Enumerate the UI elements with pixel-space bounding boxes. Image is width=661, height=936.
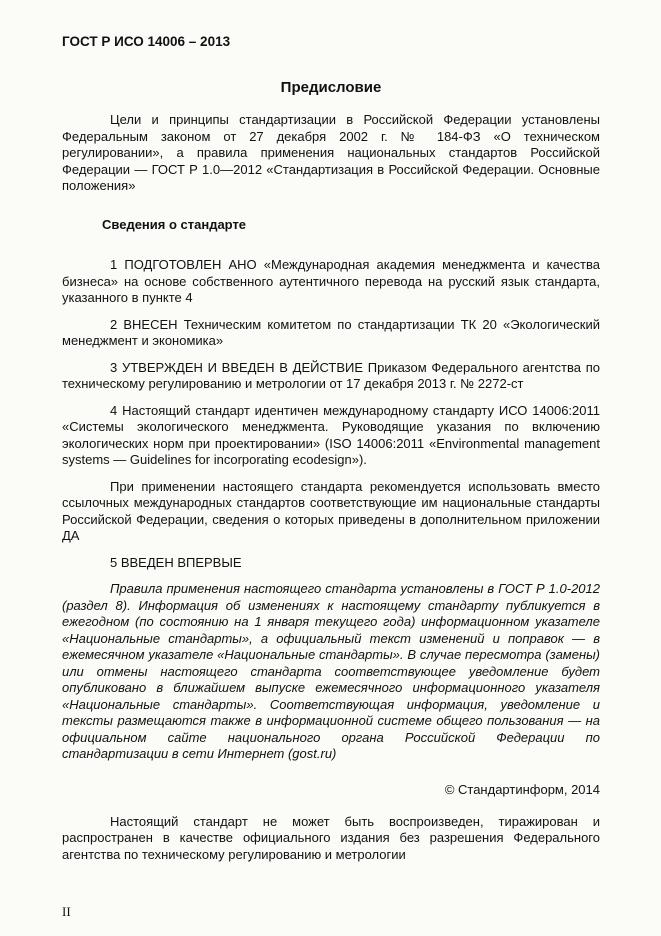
item-prepared: 1 ПОДГОТОВЛЕН АНО «Международная академия менеджмента и качества бизнеса» на основе собственного аутентичного перевода на русский язык стандарта, указанного в пункте 4 (62, 257, 600, 305)
document-code: ГОСТ Р ИСО 14006 – 2013 (62, 34, 231, 49)
rules-paragraph: Правила применения настоящего стандарта установлены в ГОСТ Р 1.0-2012 (раздел 8). Информация об изменениях к настоящему стандарту публикуется в ежегодном (по состоянию на 1 января текущего года) информационном указателе «Национальные стандарты», а официальный текст изменений и поправок — в ежемесячном указателе «Национальные стандарты». В случае пересмотра (замены) или отмены настоящего стандарта соответствующее уведомление будет опубликовано в ближайшем выпуске ежемесячного информационного указателя «Национальные стандарты». Соответствующая информация, уведомление и тексты размещаются также в информационной системе общего пользования — на официальном сайте национального органа Российской Федерации по стандартизации в сети Интернет (gost.ru) (62, 581, 600, 761)
page-number: II (62, 904, 71, 919)
item-introduced-first: 5 ВВЕДЕН ВПЕРВЫЕ (110, 554, 242, 570)
item-references-note: При применении настоящего стандарта рекомендуется использовать вместо ссылочных международных стандартов соответствующие им национальные стандарты Российской Федерации, сведения о которых приведены в дополнительном приложении ДА (62, 478, 600, 543)
intro-paragraph: Цели и принципы стандартизации в Российской Федерации установлены Федеральным законом от 27 декабря 2002 г. № 184-ФЗ «О техническом регулировании», а правила применения национальных стандартов Российской Федерации — ГОСТ Р 1.0—2012 «Стандартизация в Российской Федерации. Основные положения» (62, 112, 600, 193)
section-heading: Сведения о стандарте (102, 216, 247, 232)
reproduction-note: Настоящий стандарт не может быть воспроизведен, тиражирован и распространен в качестве официального издания без разрешения Федерального агентства по техническому регулированию и метрологии (62, 813, 600, 862)
item-approved: 3 УТВЕРЖДЕН И ВВЕДЕН В ДЕЙСТВИЕ Приказом Федерального агентства по техническому регулированию и метрологии от 17 декабря 2013 г. № 2272-ст (62, 359, 600, 391)
copyright-line: © Стандартинформ, 2014 (444, 781, 600, 797)
document-page (62, 34, 600, 863)
item-identical-standard: 4 Настоящий стандарт идентичен международному стандарту ИСО 14006:2011 «Системы экологического менеджмента. Руководящие указания по включению экологических норм при проектировании» (ISO 14006:2011 «Environmental management systems — Guidelines for incorporating ecodesign»). (62, 402, 600, 467)
page-title: Предисловие (280, 79, 382, 96)
item-introduced-by: 2 ВНЕСЕН Техническим комитетом по стандартизации ТК 20 «Экологический менеджмент и экономика» (62, 316, 600, 348)
